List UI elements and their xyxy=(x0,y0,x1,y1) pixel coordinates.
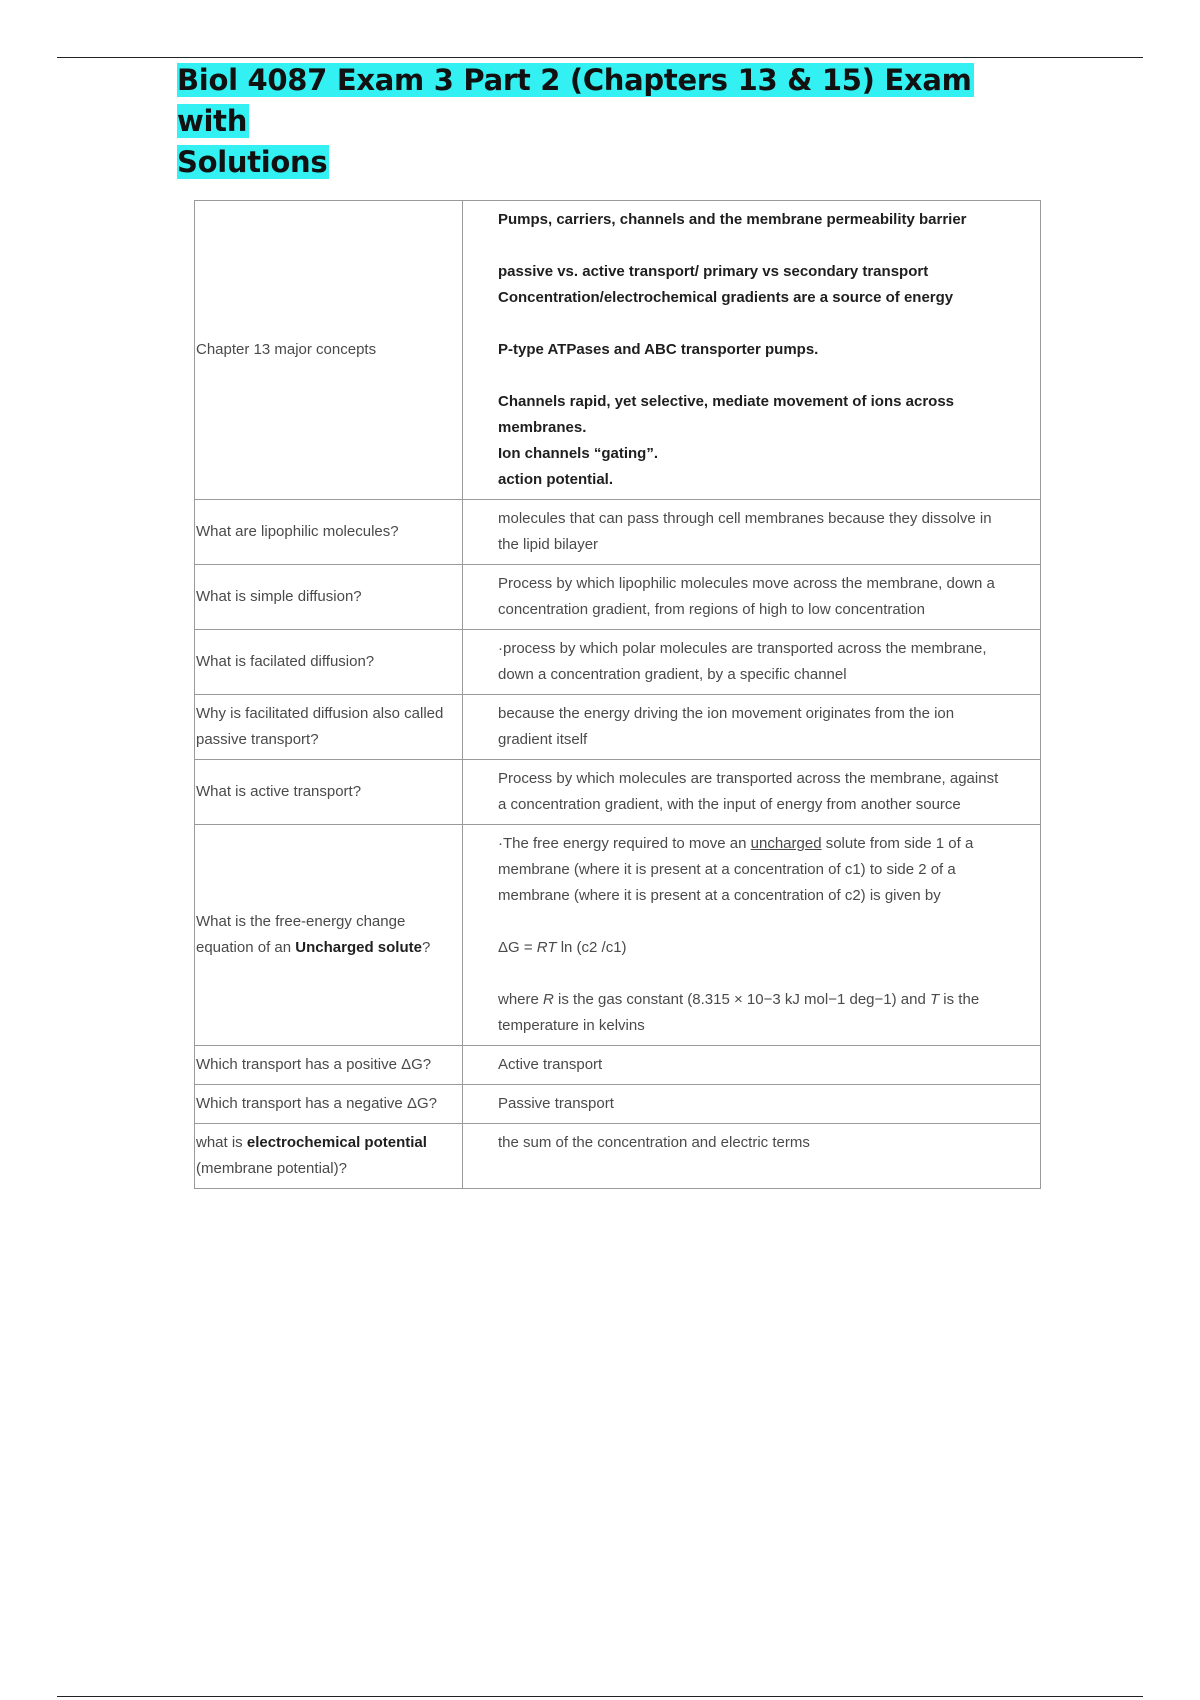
answer-paragraph: ·The free energy required to move an uncharged solute from side 1 of a membrane (where it is present at a concentration of c1) to side 2 of a membrane (where it is present at a concentration of c2) is given by xyxy=(498,835,974,904)
table-row xyxy=(195,500,1041,565)
table-row xyxy=(195,760,1041,825)
table-row xyxy=(195,201,1041,500)
table-row xyxy=(195,695,1041,760)
table-row xyxy=(195,565,1041,630)
answer-cell: Active transport xyxy=(463,1046,1041,1085)
answer-paragraph: Ion channels “gating”. xyxy=(498,445,659,462)
answer-cell xyxy=(463,825,1041,1046)
question-cell: What is simple diffusion? xyxy=(195,565,463,630)
answer-paragraph: action potential. xyxy=(498,471,614,488)
table-row xyxy=(195,630,1041,695)
footer-rule xyxy=(57,1696,1143,1697)
question-cell: What are lipophilic molecules? xyxy=(195,500,463,565)
header-rule xyxy=(57,57,1143,58)
answer-cell: ·process by which polar molecules are transported across the membrane, down a concentration gradient, by a specific channel xyxy=(463,630,1041,695)
answer-paragraph: where R is the gas constant (8.315 × 10−3 kJ mol−1 deg−1) and T is the temperature in kelvins xyxy=(498,991,980,1034)
answer-paragraph: Concentration/electrochemical gradients are a source of energy xyxy=(498,289,954,306)
question-cell: what is electrochemical potential (membrane potential)? xyxy=(195,1124,463,1189)
table-row xyxy=(195,1124,1041,1189)
answer-paragraph: passive vs. active transport/ primary vs secondary transport xyxy=(498,263,929,280)
question-cell: Why is facilitated diffusion also called passive transport? xyxy=(195,695,463,760)
answer-paragraph: P-type ATPases and ABC transporter pumps. xyxy=(498,341,819,358)
question-cell: Chapter 13 major concepts xyxy=(195,201,463,500)
question-cell: Which transport has a positive ΔG? xyxy=(195,1046,463,1085)
answer-cell: the sum of the concentration and electric terms xyxy=(463,1124,1041,1189)
question-cell: What is facilated diffusion? xyxy=(195,630,463,695)
question-cell: What is the free-energy change equation of an Uncharged solute? xyxy=(195,825,463,1046)
qa-table xyxy=(194,200,1041,1189)
page-title xyxy=(177,60,977,183)
answer-cell xyxy=(463,201,1041,500)
table-row xyxy=(195,1085,1041,1124)
answer-cell: because the energy driving the ion movement originates from the ion gradient itself xyxy=(463,695,1041,760)
answer-cell: Passive transport xyxy=(463,1085,1041,1124)
question-cell: Which transport has a negative ΔG? xyxy=(195,1085,463,1124)
title-line-2: Solutions xyxy=(177,145,328,179)
answer-cell: Process by which molecules are transported across the membrane, against a concentration gradient, with the input of energy from another source xyxy=(463,760,1041,825)
answer-cell: Process by which lipophilic molecules move across the membrane, down a concentration gradient, from regions of high to low concentration xyxy=(463,565,1041,630)
title-line-1: Biol 4087 Exam 3 Part 2 (Chapters 13 & 15) Exam with xyxy=(177,63,972,138)
answer-cell: molecules that can pass through cell membranes because they dissolve in the lipid bilayer xyxy=(463,500,1041,565)
table-row xyxy=(195,825,1041,1046)
table-row xyxy=(195,1046,1041,1085)
free-energy-equation: ΔG = RT ln (c2 /c1) xyxy=(498,939,627,956)
answer-paragraph: Pumps, carriers, channels and the membrane permeability barrier xyxy=(498,211,967,228)
answer-paragraph: Channels rapid, yet selective, mediate movement of ions across membranes. xyxy=(498,393,954,436)
question-cell: What is active transport? xyxy=(195,760,463,825)
